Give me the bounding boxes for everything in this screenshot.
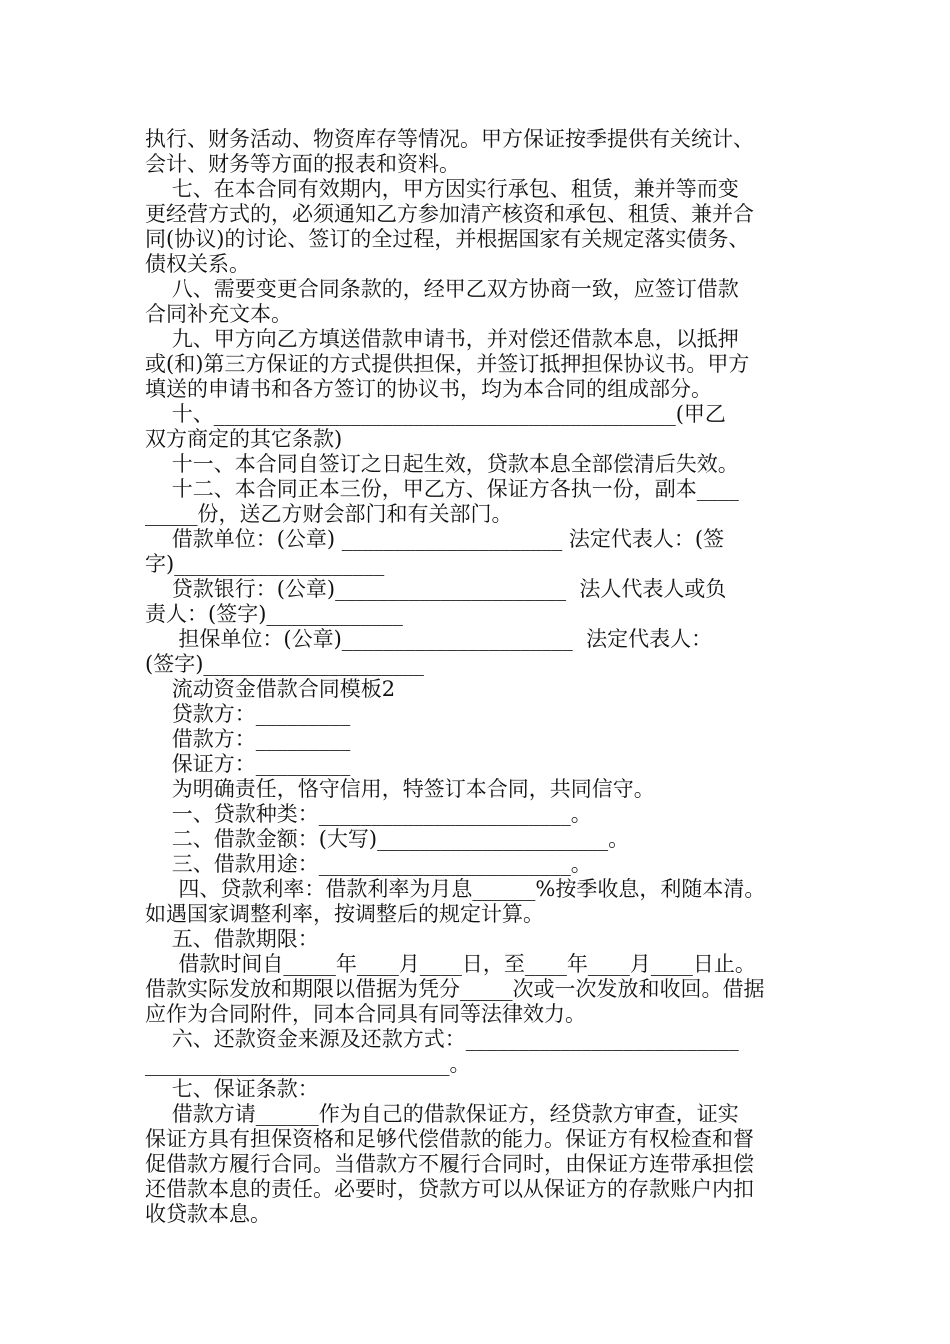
text-line: 应作为合同附件，同本合同具有同等法律效力。 — [145, 1002, 586, 1026]
text-line: 七、保证条款： — [145, 1077, 319, 1101]
text-line: 七、在本合同有效期内，甲方因实行承包、租赁，兼并等而变 — [145, 177, 739, 201]
text-line: 一、贷款种类：________________________。 — [145, 802, 592, 826]
text-line: 还借款本息的责任。必要时，贷款方可以从保证方的存款账户内扣 — [145, 1177, 754, 1201]
text-line: 九、甲方向乙方填送借款申请书，并对偿还借款本息，以抵押 — [145, 327, 739, 351]
text-line: 执行、财务活动、物资库存等情况。甲方保证按季提供有关统计、 — [145, 127, 754, 151]
text-line: _____份，送乙方财会部门和有关部门。 — [145, 502, 513, 526]
text-line: 为明确责任，恪守信用，特签订本合同，共同信守。 — [145, 777, 655, 801]
text-line: 六、还款资金来源及还款方式：__________________________ — [145, 1027, 739, 1051]
text-line: 更经营方式的，必须通知乙方参加清产核资和承包、租赁、兼并合 — [145, 202, 754, 226]
text-line: 三、借款用途：________________________。 — [145, 852, 592, 876]
text-line: 借款时间自_____年____月____日，至____年____月____日止。 — [145, 952, 756, 976]
text-line: 借款方请______作为自己的借款保证方，经贷款方审查，证实 — [145, 1102, 739, 1126]
text-line: (签字)_____________________ — [145, 652, 424, 676]
text-line: 保证方：_________ — [145, 752, 351, 776]
text-line: 字)____________________ — [145, 552, 385, 576]
text-line: 十二、本合同正本三份，甲乙方、保证方各执一份，副本____ — [145, 477, 739, 501]
text-line: 五、借款期限： — [145, 927, 319, 951]
text-line: 保证方具有担保资格和足够代偿借款的能力。保证方有权检查和督 — [145, 1127, 754, 1151]
text-line: 填送的申请书和各方签订的协议书，均为本合同的组成部分。 — [145, 377, 712, 401]
text-line: 双方商定的其它条款) — [145, 427, 343, 451]
text-line: 如遇国家调整利率，按调整后的规定计算。 — [145, 902, 544, 926]
text-line: 二、借款金额：(大写)______________________。 — [145, 827, 630, 851]
text-line: 促借款方履行合同。当借款方不履行合同时，由保证方连带承担偿 — [145, 1152, 754, 1176]
text-line: 会计、财务等方面的报表和资料。 — [145, 152, 460, 176]
text-line: 同(协议)的讨论、签订的全过程，并根据国家有关规定落实债务、 — [145, 227, 750, 251]
text-line: 借款单位：(公章) _____________________ 法定代表人：(签 — [145, 527, 725, 551]
text-line: 收贷款本息。 — [145, 1202, 271, 1226]
text-line: 八、需要变更合同条款的，经甲乙双方协商一致，应签订借款 — [145, 277, 739, 301]
text-line: 十、____________________________________________(甲乙 — [145, 402, 726, 426]
text-line: 合同补充文本。 — [145, 302, 292, 326]
text-line: 十一、本合同自签订之日起生效，贷款本息全部偿清后失效。 — [145, 452, 739, 476]
text-line: 责人：(签字)_____________ — [145, 602, 403, 626]
text-line: 借款方：_________ — [145, 727, 351, 751]
text-line: 借款实际发放和期限以借据为凭分_____次或一次发放和收回。借据 — [145, 977, 765, 1001]
text-line: 贷款方：_________ — [145, 702, 351, 726]
text-line: 贷款银行：(公章)______________________ 法人代表人或负 — [145, 577, 727, 601]
text-line: 债权关系。 — [145, 252, 250, 276]
text-line: 流动资金借款合同模板2 — [145, 677, 396, 701]
text-line: _____________________________。 — [145, 1052, 471, 1076]
text-line: 四、贷款利率：借款利率为月息______%按季收息，利随本清。 — [145, 877, 766, 901]
text-line: 或(和)第三方保证的方式提供担保，并签订抵押担保协议书。甲方 — [145, 352, 750, 376]
text-line: 担保单位：(公章)______________________ 法定代表人： — [145, 627, 713, 651]
